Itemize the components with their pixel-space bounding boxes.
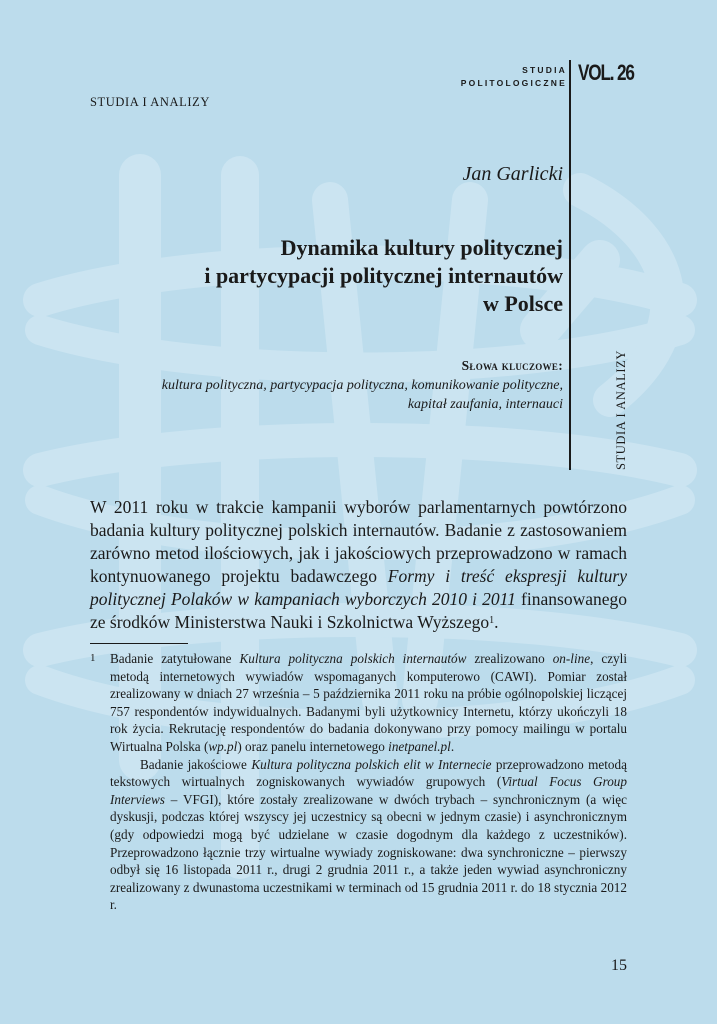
footnote-italic: Kultura polityczna polskich elit w Internecie [251,756,492,772]
keywords-line-2: kapitał zaufania, internauci [407,397,563,412]
side-section-label: STUDIA I ANALIZY [614,349,628,470]
volume-label: VOL. 26 [578,60,634,85]
title-line-1: Dynamika kultury politycznej [280,235,563,260]
keywords-heading: Słowa kluczowe: [461,358,563,373]
footnote-italic: Virtual Focus Group Interviews [110,774,627,807]
project-title: Formy i treść ekspresji kultury politycznej Polaków w kampaniach wyborczych 2010 i 2011 [90,566,627,609]
footnote-text: – VFGI), które zostały zrealizowane w dwóch trybach – synchronicznym (a więc dyskusji, podczas której wszyscy jej uczestnicy są obecni w jednym czasie) i asynchronicznym (gdy odpowiedzi mogą być udzielane w czasie dogodnym dla każdego z uczestników). Przeprowadzono łącznie trzy wirtualne wywiady zogniskowane: dwa synchroniczne – pierwszy odbył się 16 listopada 2011 r., drugi 2 grudnia 2011 r., a także jeden wywiad asynchroniczny zrealizowany z dwunastoma uczestnikami w terminach od 15 grudnia 2011 r. do 18 stycznia 2012 r. [110,791,627,913]
footnote-paragraph-1 [90,650,627,756]
footnote-text: Badanie zatytułowane [110,651,240,666]
article-title [123,234,563,318]
author-name: Jan Garlicki [462,163,563,185]
footnote-number: 1 [90,652,96,664]
title-line-2: i partycypacji politycznej internautów [204,263,563,288]
footnote-reference[interactable]: 1 [489,615,495,626]
vertical-divider [569,60,571,470]
footnote-text: przeprowadzono metodą tekstowych wirtualnych zogniskowanych wywiadów grupowych ( [110,756,627,790]
title-line-3: w Polsce [482,291,563,316]
page-number: 15 [611,957,627,974]
footnote-text: , czyli metodą internetowych wywiadów wspomaganych komputerowo (CAWI). Pomiar został zrealizowany w dniach 27 września – 5 października 2011 roku na próbie ogólnopolskiej liczącej 757 respondentów indywidualnych. Badanymi byli użytkownicy Internetu, którzy ukończyli 18 rok życia. Rekrutację respondentów do badania dokonywano przy pomocy mailingu w portalu Wirtualna Polska ( [110,651,627,754]
body-text-end: . [494,612,499,632]
footnote-text: zrealizowano [466,651,553,666]
body-paragraph [90,496,627,634]
body-text-part: W 2011 roku w trakcie kampanii wyborów parlamentarnych powtórzono badania kultury politycznej polskich internautów. Badanie z zastosowaniem zarówno metod ilościowych, jak i jakościowych przeprowadzono w ramach kontynuowanego projektu badawczego [90,497,627,586]
footnote-text: Badanie jakościowe [140,756,252,772]
footnote-separator [90,643,188,644]
journal-name-line2: POLITOLOGICZNE [460,78,567,88]
footnote-text: . [450,738,455,754]
keywords-line-1: kultura polityczna, partycypacja polityczna, komunikowanie polityczne, [161,378,563,393]
footnote-paragraph-2 [90,756,627,914]
footnote-text: ) oraz panelu internetowego [237,738,389,754]
section-label: STUDIA I ANALIZY [90,95,211,109]
body-text-part: finansowanego ze środków Ministerstwa Nauki i Szkolnictwa Wyższego [90,589,627,632]
footnote [90,650,627,914]
footnote-italic: inetpanel.pl [388,738,451,754]
footnote-italic: Kultura polityczna polskich internautów [239,651,467,666]
keywords-list [103,376,563,414]
journal-name [461,64,567,90]
footnote-italic: wp.pl [208,738,238,754]
journal-name-line1: STUDIA [522,65,567,75]
footnote-italic: on-line [552,651,591,666]
